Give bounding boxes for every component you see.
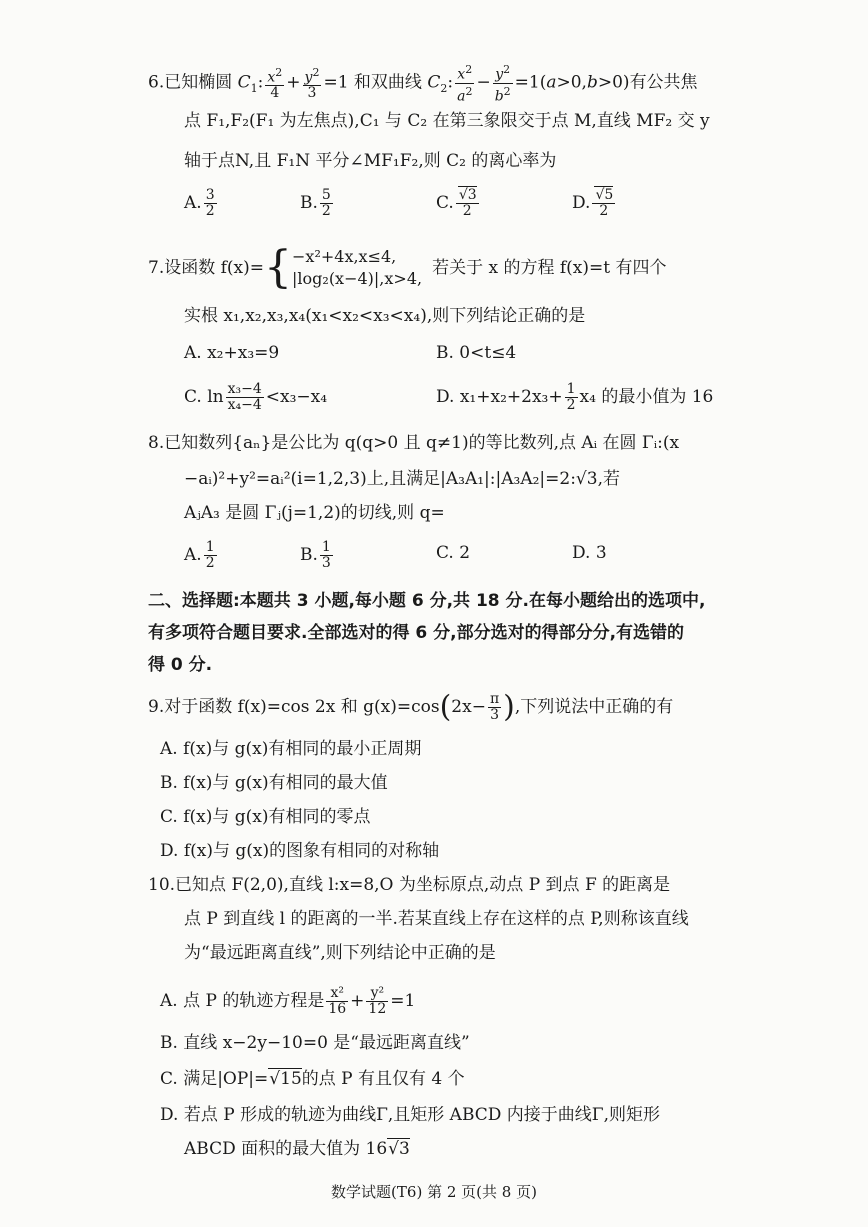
q6-option-a: A. $\frac{3}{2}$ [184,187,215,219]
q7-option-c: C. ln $\frac{\text{x₃−4}}{\text{x₄−4}}$ <x₃−x₄ [184,381,328,413]
fraction: $\frac{x^2}{4}$ [267,65,283,102]
q9-option-b: B. f(x)与 g(x)有相同的最大值 [160,773,388,793]
q6-line-3: 轴于点N,且 F₁N 平分∠MF₁F₂,则 C₂ 的离心率为 [184,151,557,171]
q8-line-1: 8.已知数列{aₙ}是公比为 q(q>0 且 q≠1)的等比数列,点 Aᵢ 在圆 Γᵢ:(x [148,433,680,453]
q9-option-c: C. f(x)与 g(x)有相同的零点 [160,807,371,827]
q10-line-1: 10.已知点 F(2,0),直线 l:x=8,O 为坐标原点,动点 P 到点 F 的距离是 [148,875,671,895]
q7-line-1: 7.设函数 f(x)={ −x²+4x,x≤4, |log₂(x−4)|,x>4, 若关于 x 的方程 f(x)=t 有四个 [148,242,667,293]
q7-option-a: A. x₂+x₃=9 [184,343,280,363]
q10-option-d-line-2: ABCD 面积的最大值为 16√3 [184,1139,410,1159]
q6-option-d: D. $\frac{√5}{2}$ [572,187,614,219]
q7-option-b: B. 0<t≤4 [436,343,517,363]
q9-option-d: D. f(x)与 g(x)的图象有相同的对称轴 [160,841,440,861]
page-footer: 数学试题(T6) 第 2 页(共 8 页) [331,1183,537,1201]
section-2-line-3: 得 0 分. [148,655,213,675]
section-2-heading: 二、选择题:本题共 3 小题,每小题 6 分,共 18 分.在每小题给出的选项中, [148,591,706,611]
q6-line-2: 点 F₁,F₂(F₁ 为左焦点),C₁ 与 C₂ 在第三象限交于点 M,直线 MF₂ 交 y [184,111,710,131]
brace: { [264,242,293,293]
q10-line-3: 为“最远距离直线”,则下列结论中正确的是 [184,943,496,963]
q8-option-a: A. $\frac{1}{2}$ [184,539,215,571]
q10-option-c: C. 满足|OP|=√15的点 P 有且仅有 4 个 [160,1069,465,1089]
q7-option-d: D. x₁+x₂+2x₃+ $\frac{1}{2}$ x₄ 的最小值为 16 [436,381,714,413]
q6-option-c: C. $\frac{√3}{2}$ [436,187,477,219]
q8-option-c: C. 2 [436,543,471,563]
q10-option-b: B. 直线 x−2y−10=0 是“最远距离直线” [160,1033,470,1053]
q6-text: 和双曲线 [348,72,428,93]
q6-text: 有公共焦 [629,72,698,93]
section-2-line-2: 有多项符合题目要求.全部选对的得 6 分,部分选对的得部分分,有选错的 [148,623,685,643]
q8-option-b: B. $\frac{1}{3}$ [300,539,331,571]
q6-text: 6.已知椭圆 [148,72,238,93]
piecewise: −x²+4x,x≤4, |log₂(x−4)|,x>4, [292,247,423,288]
q9-option-a: A. f(x)与 g(x)有相同的最小正周期 [160,739,422,759]
q10-option-a: A. 点 P 的轨迹方程是 $\frac{\text{x²}}{16}$ + $\frac{\text{y²}}{12}$ =1 [160,985,416,1017]
q8-option-d: D. 3 [572,543,607,563]
fraction: $\frac{x^2}{a^2}$ [457,63,473,105]
q9-line-1: 9.对于函数 f(x)=cos 2x 和 g(x)=cos(2x− $\frac{\pi}{3}$ ),下列说法中正确的有 [148,689,674,725]
q8-line-3: AⱼA₃ 是圆 Γⱼ(j=1,2)的切线,则 q= [184,503,445,523]
q10-line-2: 点 P 到直线 l 的距离的一半.若某直线上存在这样的点 P,则称该直线 [184,909,689,929]
q6-line-1: 6.已知椭圆 $C_1$: $\frac{x^2}{4}$ + $\frac{y^2}{3}$ =1 和双曲线 $C_2$: $\frac{x^2}{a^2}$ − $\frac{y^2}{b^2}$ =1(a>0,b>0)有公共焦 [148,63,698,105]
fraction: $\frac{y^2}{3}$ [304,65,320,102]
q8-line-2: −aᵢ)²+y²=aᵢ²(i=1,2,3)上,且满足|A₃A₁|:|A₃A₂|=2:√3,若 [184,469,620,489]
fraction: $\frac{y^2}{b^2}$ [494,63,511,105]
q6-option-b: B. $\frac{5}{2}$ [300,187,331,219]
q10-option-d-line-1: D. 若点 P 形成的轨迹为曲线Γ,且矩形 ABCD 内接于曲线Γ,则矩形 [160,1105,661,1125]
q7-line-2: 实根 x₁,x₂,x₃,x₄(x₁<x₂<x₃<x₄),则下列结论正确的是 [184,306,586,326]
